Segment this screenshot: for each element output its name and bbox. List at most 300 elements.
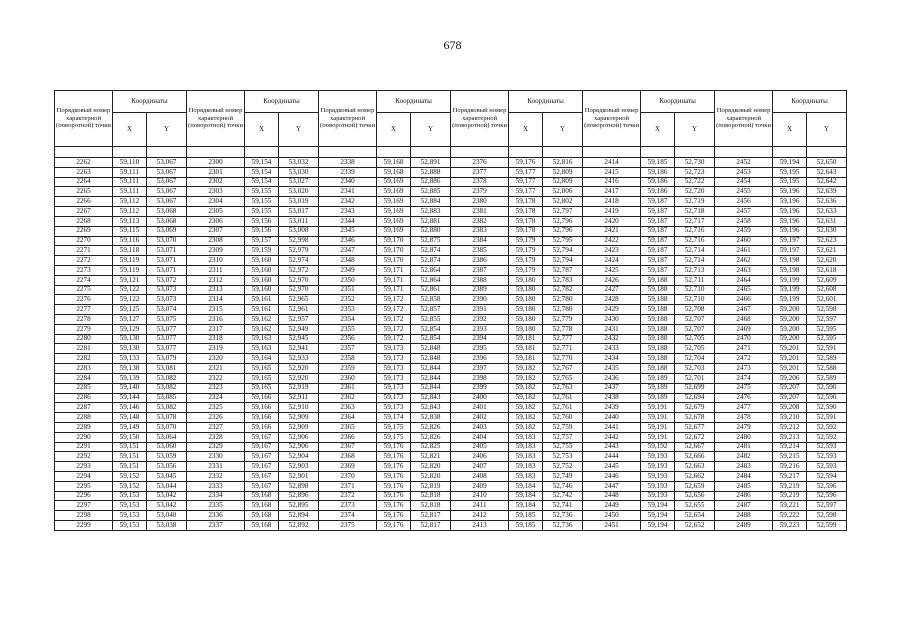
y-cell: 52,678 <box>675 413 715 423</box>
y-cell: 52,780 <box>543 295 583 305</box>
table-row <box>55 197 847 207</box>
point-number-cell: 2440 <box>583 413 641 423</box>
point-number-cell: 2271 <box>55 246 113 256</box>
point-number-cell: 2273 <box>55 265 113 275</box>
x-cell: 59,153 <box>113 491 147 501</box>
x-cell: 59,161 <box>245 305 279 315</box>
point-number-cell: 2395 <box>451 344 509 354</box>
x-cell: 59,113 <box>113 216 147 226</box>
x-cell: 59,196 <box>773 187 807 197</box>
point-number-cell: 2482 <box>715 452 773 462</box>
y-cell: 53,059 <box>147 452 187 462</box>
y-cell: 52,599 <box>807 521 847 531</box>
point-number-cell: 2464 <box>715 275 773 285</box>
x-cell: 59,176 <box>377 452 411 462</box>
x-cell: 59,212 <box>773 422 807 432</box>
x-cell: 59,207 <box>773 383 807 393</box>
x-cell: 59,187 <box>641 226 675 236</box>
x-cell: 59,188 <box>641 295 675 305</box>
y-cell: 52,794 <box>543 256 583 266</box>
point-number-cell: 2337 <box>187 521 245 531</box>
y-cell: 52,818 <box>411 501 451 511</box>
y-cell: 52,825 <box>411 442 451 452</box>
point-number-cell: 2428 <box>583 295 641 305</box>
y-cell: 53,068 <box>147 216 187 226</box>
y-cell: 52,843 <box>411 393 451 403</box>
x-cell: 59,133 <box>113 354 147 364</box>
y-cell: 52,783 <box>543 275 583 285</box>
x-cell: 59,197 <box>773 236 807 246</box>
x-cell: 59,146 <box>113 403 147 413</box>
table-row <box>55 295 847 305</box>
x-cell: 59,161 <box>245 295 279 305</box>
y-cell: 52,920 <box>279 364 319 374</box>
x-cell: 59,152 <box>113 472 147 482</box>
x-cell: 59,201 <box>773 344 807 354</box>
point-number-cell: 2272 <box>55 256 113 266</box>
y-cell: 52,703 <box>675 364 715 374</box>
point-number-cell: 2332 <box>187 472 245 482</box>
point-number-cell: 2310 <box>187 256 245 266</box>
x-cell: 59,115 <box>113 226 147 236</box>
y-cell: 52,741 <box>543 501 583 511</box>
y-cell: 52,590 <box>807 383 847 393</box>
point-number-cell: 2287 <box>55 403 113 413</box>
x-cell: 59,169 <box>377 187 411 197</box>
point-number-cell: 2460 <box>715 236 773 246</box>
point-number-cell: 2359 <box>319 364 377 374</box>
point-number-cell: 2381 <box>451 207 509 217</box>
x-cell: 59,193 <box>641 481 675 491</box>
table-row <box>55 216 847 226</box>
y-cell: 52,855 <box>411 315 451 325</box>
x-cell: 59,130 <box>113 334 147 344</box>
y-cell: 52,760 <box>543 413 583 423</box>
point-number-cell: 2321 <box>187 364 245 374</box>
y-cell: 52,858 <box>411 295 451 305</box>
point-number-cell: 2348 <box>319 256 377 266</box>
x-cell: 59,173 <box>377 344 411 354</box>
y-cell: 53,070 <box>147 236 187 246</box>
x-cell: 59,160 <box>245 256 279 266</box>
point-number-cell: 2329 <box>187 442 245 452</box>
x-cell: 59,167 <box>245 432 279 442</box>
x-cell: 59,183 <box>509 442 543 452</box>
x-cell: 59,187 <box>641 216 675 226</box>
point-number-cell: 2373 <box>319 501 377 511</box>
point-number-cell: 2276 <box>55 295 113 305</box>
x-cell: 59,195 <box>773 167 807 177</box>
point-number-cell: 2466 <box>715 295 773 305</box>
x-cell: 59,215 <box>773 452 807 462</box>
point-number-cell: 2290 <box>55 432 113 442</box>
point-number-cell: 2414 <box>583 158 641 168</box>
point-number-cell: 2398 <box>451 373 509 383</box>
y-cell: 52,623 <box>807 236 847 246</box>
y-cell: 53,069 <box>147 226 187 236</box>
table-row <box>55 207 847 217</box>
x-cell: 59,176 <box>377 442 411 452</box>
x-cell: 59,182 <box>509 383 543 393</box>
table-row <box>55 462 847 472</box>
point-number-cell: 2300 <box>187 158 245 168</box>
point-number-cell: 2350 <box>319 275 377 285</box>
y-cell: 52,826 <box>411 422 451 432</box>
x-cell: 59,150 <box>113 432 147 442</box>
x-cell: 59,167 <box>245 481 279 491</box>
y-cell: 52,591 <box>807 344 847 354</box>
x-cell: 59,171 <box>377 265 411 275</box>
header-spacer-row <box>55 147 847 158</box>
point-number-cell: 2447 <box>583 481 641 491</box>
point-number-cell: 2270 <box>55 236 113 246</box>
x-cell: 59,196 <box>773 207 807 217</box>
x-cell: 59,185 <box>509 521 543 531</box>
table-row <box>55 481 847 491</box>
point-number-cell: 2269 <box>55 226 113 236</box>
y-cell: 52,972 <box>279 265 319 275</box>
point-number-cell: 2408 <box>451 472 509 482</box>
table-row <box>55 177 847 187</box>
point-number-cell: 2303 <box>187 187 245 197</box>
point-number-cell: 2463 <box>715 265 773 275</box>
x-cell: 59,168 <box>245 501 279 511</box>
y-cell: 52,817 <box>411 511 451 521</box>
point-number-cell: 2472 <box>715 354 773 364</box>
y-cell: 52,901 <box>279 472 319 482</box>
y-cell: 52,817 <box>411 521 451 531</box>
point-number-cell: 2481 <box>715 442 773 452</box>
point-number-cell: 2426 <box>583 275 641 285</box>
y-cell: 52,864 <box>411 275 451 285</box>
x-cell: 59,177 <box>509 177 543 187</box>
point-number-cell: 2458 <box>715 216 773 226</box>
point-number-cell: 2411 <box>451 501 509 511</box>
x-cell: 59,200 <box>773 305 807 315</box>
y-cell: 52,894 <box>279 511 319 521</box>
x-cell: 59,189 <box>641 373 675 383</box>
x-cell: 59,168 <box>245 491 279 501</box>
point-number-cell: 2315 <box>187 305 245 315</box>
point-number-cell: 2384 <box>451 236 509 246</box>
x-cell: 59,119 <box>113 265 147 275</box>
point-number-cell: 2402 <box>451 413 509 423</box>
point-number-cell: 2283 <box>55 364 113 374</box>
y-cell: 52,593 <box>807 442 847 452</box>
point-number-cell: 2477 <box>715 403 773 413</box>
x-cell: 59,172 <box>377 324 411 334</box>
y-cell: 52,707 <box>675 315 715 325</box>
y-cell: 52,920 <box>279 373 319 383</box>
x-cell: 59,173 <box>377 354 411 364</box>
y-cell: 52,911 <box>279 393 319 403</box>
x-cell: 59,110 <box>113 158 147 168</box>
y-cell: 52,633 <box>807 207 847 217</box>
x-cell: 59,188 <box>641 344 675 354</box>
x-cell: 59,181 <box>509 334 543 344</box>
x-cell: 59,169 <box>377 226 411 236</box>
x-cell: 59,181 <box>509 344 543 354</box>
header-x: X <box>641 113 675 147</box>
y-cell: 53,030 <box>279 167 319 177</box>
x-cell: 59,162 <box>245 324 279 334</box>
y-cell: 52,898 <box>279 481 319 491</box>
point-number-cell: 2282 <box>55 354 113 364</box>
x-cell: 59,165 <box>245 364 279 374</box>
point-number-cell: 2306 <box>187 216 245 226</box>
y-cell: 52,593 <box>807 462 847 472</box>
x-cell: 59,185 <box>509 511 543 521</box>
y-cell: 52,919 <box>279 383 319 393</box>
point-number-cell: 2386 <box>451 256 509 266</box>
y-cell: 52,777 <box>543 334 583 344</box>
y-cell: 52,874 <box>411 256 451 266</box>
y-cell: 52,770 <box>543 354 583 364</box>
point-number-cell: 2370 <box>319 472 377 482</box>
table-row <box>55 413 847 423</box>
table-row <box>55 305 847 315</box>
x-cell: 59,168 <box>377 167 411 177</box>
point-number-cell: 2382 <box>451 216 509 226</box>
y-cell: 52,659 <box>675 481 715 491</box>
y-cell: 52,588 <box>807 364 847 374</box>
header-point-number: Порядковый номер характерной (поворотной) точки <box>187 91 245 147</box>
x-cell: 59,160 <box>245 275 279 285</box>
header-row-top <box>55 91 847 113</box>
x-cell: 59,194 <box>641 521 675 531</box>
y-cell: 52,970 <box>279 275 319 285</box>
x-cell: 59,195 <box>773 177 807 187</box>
point-number-cell: 2342 <box>319 197 377 207</box>
y-cell: 52,820 <box>411 472 451 482</box>
y-cell: 52,672 <box>675 432 715 442</box>
y-cell: 52,961 <box>279 305 319 315</box>
y-cell: 52,848 <box>411 354 451 364</box>
x-cell: 59,139 <box>113 373 147 383</box>
point-number-cell: 2403 <box>451 422 509 432</box>
y-cell: 52,711 <box>675 275 715 285</box>
y-cell: 52,595 <box>807 334 847 344</box>
header-coordinates: Координаты <box>509 91 583 113</box>
x-cell: 59,144 <box>113 393 147 403</box>
point-number-cell: 2364 <box>319 413 377 423</box>
x-cell: 59,167 <box>245 442 279 452</box>
x-cell: 59,187 <box>641 236 675 246</box>
x-cell: 59,166 <box>245 422 279 432</box>
header-coordinates: Координаты <box>641 91 715 113</box>
y-cell: 53,077 <box>147 344 187 354</box>
y-cell: 52,753 <box>543 452 583 462</box>
x-cell: 59,168 <box>377 158 411 168</box>
y-cell: 52,663 <box>675 462 715 472</box>
y-cell: 52,844 <box>411 364 451 374</box>
header-coordinates: Координаты <box>773 91 847 113</box>
point-number-cell: 2320 <box>187 354 245 364</box>
point-number-cell: 2374 <box>319 511 377 521</box>
point-number-cell: 2357 <box>319 344 377 354</box>
x-cell: 59,180 <box>509 285 543 295</box>
y-cell: 52,592 <box>807 422 847 432</box>
point-number-cell: 2471 <box>715 344 773 354</box>
point-number-cell: 2397 <box>451 364 509 374</box>
point-number-cell: 2474 <box>715 373 773 383</box>
x-cell: 59,183 <box>509 472 543 482</box>
header-y: Y <box>543 113 583 147</box>
x-cell: 59,172 <box>377 305 411 315</box>
x-cell: 59,201 <box>773 364 807 374</box>
y-cell: 52,630 <box>807 226 847 236</box>
point-number-cell: 2319 <box>187 344 245 354</box>
point-number-cell: 2299 <box>55 521 113 531</box>
point-number-cell: 2429 <box>583 305 641 315</box>
table-row <box>55 432 847 442</box>
x-cell: 59,179 <box>509 246 543 256</box>
point-number-cell: 2307 <box>187 226 245 236</box>
y-cell: 52,598 <box>807 305 847 315</box>
y-cell: 52,752 <box>543 462 583 472</box>
y-cell: 52,844 <box>411 383 451 393</box>
x-cell: 59,167 <box>245 452 279 462</box>
y-cell: 52,699 <box>675 383 715 393</box>
table-row <box>55 285 847 295</box>
y-cell: 52,722 <box>675 177 715 187</box>
y-cell: 53,085 <box>147 393 187 403</box>
x-cell: 59,198 <box>773 256 807 266</box>
point-number-cell: 2326 <box>187 413 245 423</box>
point-number-cell: 2489 <box>715 521 773 531</box>
x-cell: 59,184 <box>509 491 543 501</box>
x-cell: 59,153 <box>113 511 147 521</box>
point-number-cell: 2343 <box>319 207 377 217</box>
x-cell: 59,179 <box>509 265 543 275</box>
point-number-cell: 2452 <box>715 158 773 168</box>
x-cell: 59,111 <box>113 177 147 187</box>
point-number-cell: 2336 <box>187 511 245 521</box>
y-cell: 52,749 <box>543 472 583 482</box>
table-row <box>55 236 847 246</box>
x-cell: 59,165 <box>245 383 279 393</box>
point-number-cell: 2457 <box>715 207 773 217</box>
header-y: Y <box>279 113 319 147</box>
x-cell: 59,184 <box>509 501 543 511</box>
point-number-cell: 2363 <box>319 403 377 413</box>
point-number-cell: 2333 <box>187 481 245 491</box>
x-cell: 59,188 <box>641 305 675 315</box>
y-cell: 52,593 <box>807 452 847 462</box>
x-cell: 59,151 <box>113 452 147 462</box>
x-cell: 59,188 <box>641 285 675 295</box>
y-cell: 52,589 <box>807 354 847 364</box>
x-cell: 59,200 <box>773 324 807 334</box>
y-cell: 53,067 <box>147 187 187 197</box>
y-cell: 53,067 <box>147 177 187 187</box>
y-cell: 52,679 <box>675 403 715 413</box>
point-number-cell: 2318 <box>187 334 245 344</box>
y-cell: 52,656 <box>675 491 715 501</box>
x-cell: 59,193 <box>641 491 675 501</box>
point-number-cell: 2461 <box>715 246 773 256</box>
point-number-cell: 2433 <box>583 344 641 354</box>
x-cell: 59,170 <box>377 246 411 256</box>
table-row <box>55 315 847 325</box>
point-number-cell: 2436 <box>583 373 641 383</box>
table-header <box>55 91 847 147</box>
y-cell: 52,719 <box>675 197 715 207</box>
point-number-cell: 2468 <box>715 315 773 325</box>
y-cell: 52,595 <box>807 324 847 334</box>
x-cell: 59,196 <box>773 216 807 226</box>
x-cell: 59,180 <box>509 324 543 334</box>
point-number-cell: 2416 <box>583 177 641 187</box>
x-cell: 59,121 <box>113 275 147 285</box>
point-number-cell: 2446 <box>583 472 641 482</box>
x-cell: 59,187 <box>641 246 675 256</box>
point-number-cell: 2346 <box>319 236 377 246</box>
point-number-cell: 2375 <box>319 521 377 531</box>
point-number-cell: 2297 <box>55 501 113 511</box>
y-cell: 53,040 <box>147 511 187 521</box>
point-number-cell: 2353 <box>319 305 377 315</box>
table-row <box>55 422 847 432</box>
y-cell: 52,736 <box>543 521 583 531</box>
point-number-cell: 2393 <box>451 324 509 334</box>
x-cell: 59,151 <box>113 442 147 452</box>
point-number-cell: 2379 <box>451 187 509 197</box>
x-cell: 59,166 <box>245 393 279 403</box>
point-number-cell: 2322 <box>187 373 245 383</box>
y-cell: 52,761 <box>543 393 583 403</box>
y-cell: 52,716 <box>675 236 715 246</box>
y-cell: 52,886 <box>411 177 451 187</box>
x-cell: 59,178 <box>509 197 543 207</box>
x-cell: 59,222 <box>773 511 807 521</box>
x-cell: 59,179 <box>509 236 543 246</box>
y-cell: 52,609 <box>807 275 847 285</box>
x-cell: 59,196 <box>773 226 807 236</box>
point-number-cell: 2344 <box>319 216 377 226</box>
point-number-cell: 2335 <box>187 501 245 511</box>
point-number-cell: 2338 <box>319 158 377 168</box>
y-cell: 53,081 <box>147 364 187 374</box>
point-number-cell: 2266 <box>55 197 113 207</box>
x-cell: 59,169 <box>377 216 411 226</box>
y-cell: 52,974 <box>279 256 319 266</box>
header-point-number: Порядковый номер характерной (поворотной) точки <box>55 91 113 147</box>
y-cell: 52,662 <box>675 472 715 482</box>
x-cell: 59,169 <box>377 177 411 187</box>
point-number-cell: 2484 <box>715 472 773 482</box>
point-number-cell: 2450 <box>583 511 641 521</box>
x-cell: 59,149 <box>113 422 147 432</box>
x-cell: 59,188 <box>641 315 675 325</box>
y-cell: 52,598 <box>807 511 847 521</box>
point-number-cell: 2356 <box>319 334 377 344</box>
y-cell: 52,854 <box>411 324 451 334</box>
x-cell: 59,200 <box>773 315 807 325</box>
x-cell: 59,193 <box>641 472 675 482</box>
point-number-cell: 2469 <box>715 324 773 334</box>
point-number-cell: 2456 <box>715 197 773 207</box>
x-cell: 59,168 <box>245 521 279 531</box>
point-number-cell: 2406 <box>451 452 509 462</box>
point-number-cell: 2454 <box>715 177 773 187</box>
y-cell: 52,594 <box>807 472 847 482</box>
point-number-cell: 2473 <box>715 364 773 374</box>
y-cell: 52,590 <box>807 393 847 403</box>
point-number-cell: 2376 <box>451 158 509 168</box>
point-number-cell: 2347 <box>319 246 377 256</box>
point-number-cell: 2301 <box>187 167 245 177</box>
